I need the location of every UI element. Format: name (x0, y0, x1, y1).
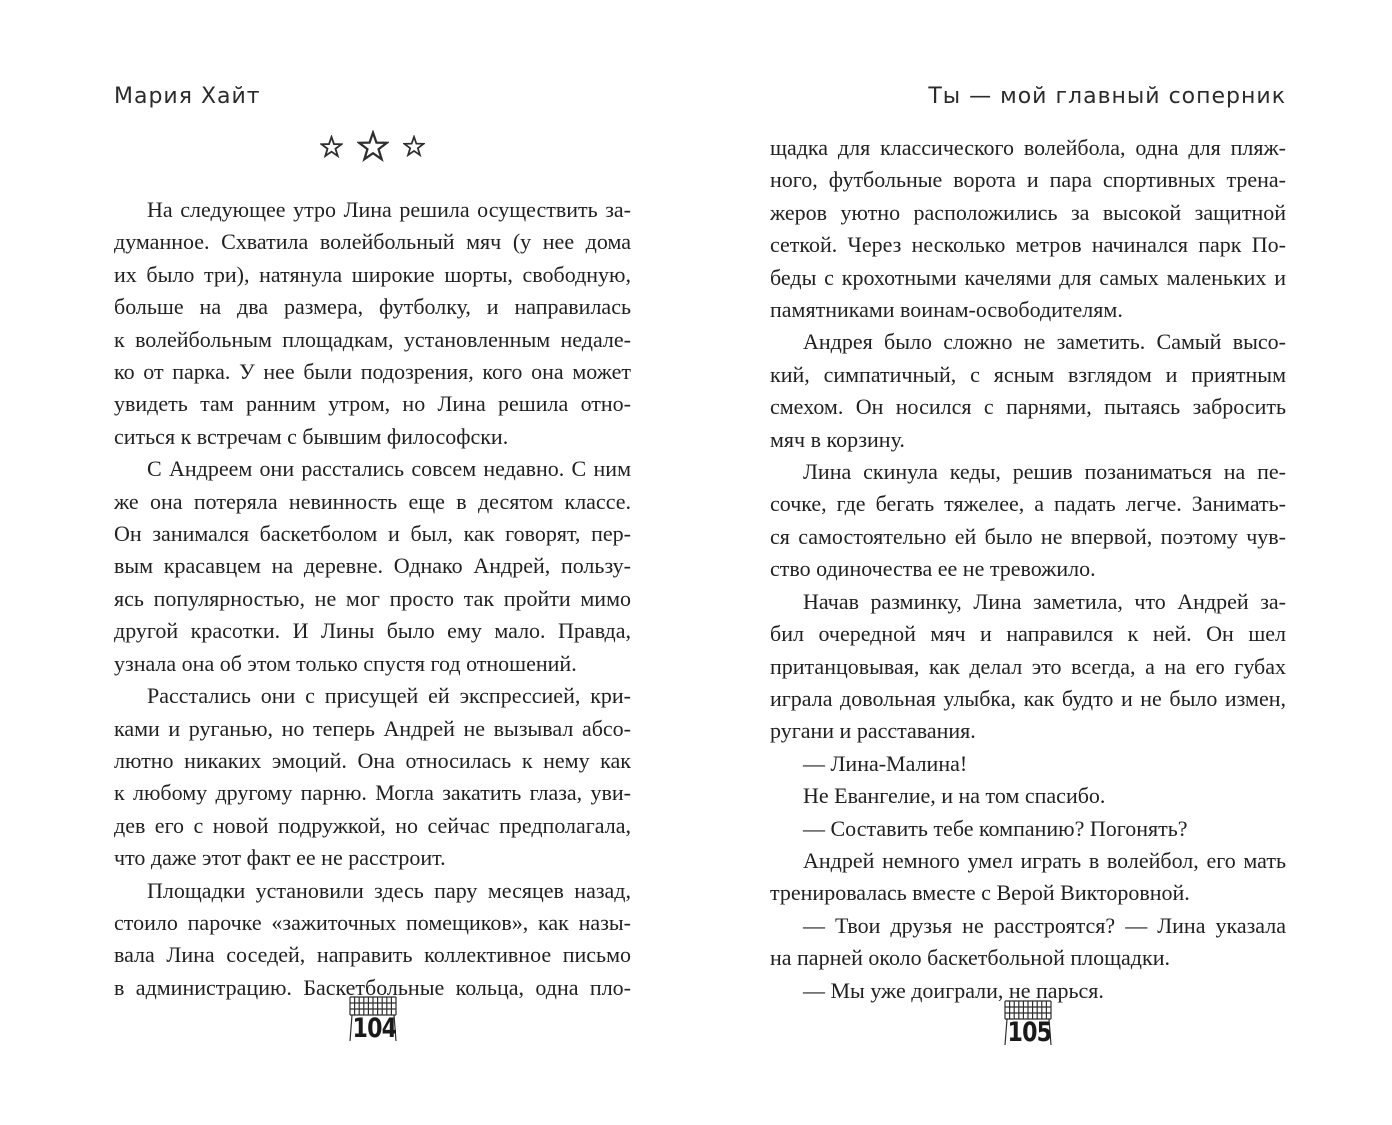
text-line: на парней около баскетбольной площадки. (770, 945, 1170, 971)
text-line: Не Евангелие, и на том спасибо. (803, 783, 1106, 809)
text-line: лютно никаких эмоций. Она относилась к нему как (114, 747, 631, 773)
text-line: Лина скинула кеды, решив позаниматься на пе- (803, 459, 1286, 485)
text-line: тренировалась вместе с Верой Викторовной. (770, 880, 1190, 906)
text-line: Начав разминку, Лина заметила, что Андрей за- (803, 588, 1286, 614)
text-line: ками и руганью, но теперь Андрей не вызывал абсо- (114, 715, 631, 741)
text-line: думанное. Схватила волейбольный мяч (у нее дома (114, 229, 631, 255)
text-line: беды с крохотными качелями для самых маленьких и (770, 264, 1286, 290)
text-line: ситься к встречам с бывшим философски. (114, 423, 509, 449)
text-line: сочке, где бегать тяжелее, а падать легче. Занимать- (770, 491, 1286, 517)
star-icon (320, 135, 343, 158)
text-line: С Андреем они расстались совсем недавно. С ним (147, 456, 631, 482)
text-line: бил очередной мяч и направился к ней. Он шел (770, 621, 1286, 647)
text-line: — Лина-Малина! (803, 750, 968, 776)
running-header-author: Мария Хайт (114, 84, 261, 109)
left-page-text (114, 194, 631, 1004)
text-line: — Составить тебе компанию? Погонять? (803, 815, 1188, 841)
text-line: же она потеряла невинность еще в десятом классе. (114, 488, 631, 514)
text-line: ся самостоятельно ей было не впервой, поэтому чув- (770, 523, 1286, 549)
star-icon (357, 130, 389, 162)
text-line: Он занимался баскетболом и был, как говорят, пер- (114, 521, 631, 547)
left-page-footer (114, 996, 631, 1052)
text-line: памятниками воинам-освободителям. (770, 297, 1123, 323)
text-line: — Мы уже доиграли, не парься. (803, 977, 1104, 1003)
text-line: вала Лина соседей, направить коллективное письмо (114, 942, 631, 968)
right-page (770, 0, 1286, 1125)
text-line: их было три), натянула широкие шорты, свободную, (114, 261, 631, 287)
text-line: к волейбольным площадкам, установленным недале- (114, 326, 631, 352)
text-line: Андрея было сложно не заметить. Самый высо- (803, 329, 1286, 355)
section-break-stars (114, 130, 631, 162)
right-page-text (770, 132, 1286, 1007)
text-line: ство одиночества ее не тревожило. (770, 556, 1096, 582)
text-line: ясь популярностью, не мог просто так пройти мимо (114, 585, 631, 611)
text-line: щадка для классического волейбола, одна для пляж- (770, 135, 1286, 160)
text-line: узнала она об этом только спустя год отношений. (114, 650, 577, 676)
text-line: Расстались они с присущей ей экспрессией, кри- (147, 683, 631, 709)
page-number: 104 (352, 1013, 396, 1044)
text-line: пританцовывая, как делал это всегда, а на его губах (770, 653, 1286, 679)
text-line: дев его с новой подружкой, но сейчас предполагала, (114, 812, 631, 838)
text-line: увидеть там ранним утром, но Лина решила отно- (114, 391, 631, 417)
text-line: ругани и расставания. (770, 718, 976, 744)
text-line: сеткой. Через несколько метров начинался парк По- (770, 232, 1286, 258)
text-line: стоило парочке «зажиточных помещиков», как назы- (114, 909, 631, 935)
text-line: Андрей немного умел играть в волейбол, его мать (803, 847, 1286, 873)
text-line: мяч в корзину. (770, 426, 905, 452)
text-line: в администрацию. Баскетбольные кольца, одна пло- (114, 974, 631, 1000)
text-line: кий, симпатичный, с ясным взглядом и приятным (770, 361, 1286, 387)
right-page-footer (770, 1000, 1286, 1056)
text-line: На следующее утро Лина решила осуществить за- (147, 197, 631, 222)
text-line: Площадки установили здесь пару месяцев назад, (147, 877, 631, 903)
text-line: смехом. Он носился с парнями, пытаясь забросить (770, 394, 1286, 420)
left-page (114, 0, 631, 1125)
page-number: 105 (1007, 1017, 1052, 1048)
text-line: что даже этот факт ее не расстроит. (114, 845, 446, 871)
text-line: другой красотки. И Лины было ему мало. Правда, (114, 618, 631, 644)
text-line: ного, футбольные ворота и пара спортивных трена- (770, 167, 1286, 193)
text-line: вым красавцем на деревне. Однако Андрей, пользу- (114, 553, 631, 579)
text-line: играла довольная улыбка, как будто и не было измен, (770, 685, 1286, 711)
star-icon (403, 135, 425, 157)
text-line: — Твои друзья не расстроятся? — Лина указала (803, 912, 1286, 938)
running-header-title: Ты — мой главный соперник (928, 84, 1286, 109)
text-line: жеров уютно расположились за высокой защитной (770, 199, 1286, 225)
text-line: ко от парка. У нее были подозрения, кого она может (114, 359, 631, 385)
text-line: к любому другому парню. Могла закатить глаза, уви- (114, 780, 631, 806)
text-line: больше на два размера, футболку, и направилась (114, 294, 631, 320)
